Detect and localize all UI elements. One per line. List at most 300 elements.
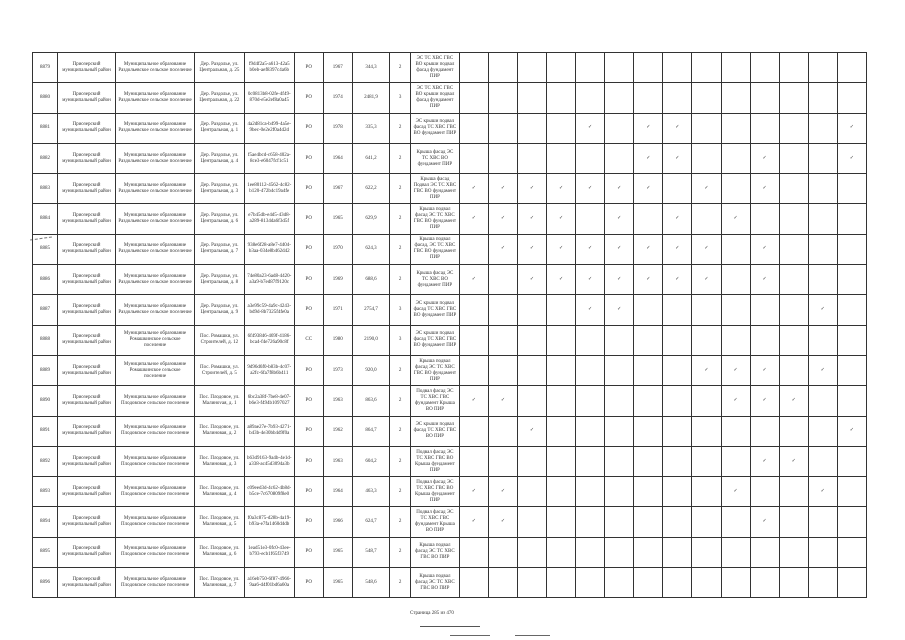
checkmark-icon: ✓ [459,174,488,204]
empty-cell [576,568,605,598]
floors-cell: 2 [390,477,411,507]
empty-cell [605,446,634,476]
empty-cell [750,537,779,567]
empty-cell [779,204,808,234]
empty-cell [459,295,488,325]
wall-type-cell: РО [294,507,323,537]
empty-cell [779,265,808,295]
checkmark-icon: ✓ [547,265,576,295]
empty-cell [459,446,488,476]
empty-cell [576,53,605,83]
year-cell: 1974 [323,83,352,113]
floors-cell: 2 [390,416,411,446]
empty-cell [808,446,837,476]
floors-cell: 2 [390,568,411,598]
empty-cell [663,53,692,83]
checkmark-icon: ✓ [634,174,663,204]
address-cell: Пос. Плодовое, ул. Малиновая, д. 5 [195,507,245,537]
empty-cell [837,477,866,507]
checkmark-icon: ✓ [750,143,779,173]
checkmark-icon: ✓ [663,143,692,173]
row-number: 8886 [33,265,58,295]
empty-cell [459,234,488,264]
address-cell: Дер. Раздолье, ул. Центральная, д. 6 [195,204,245,234]
checkmark-icon: ✓ [634,143,663,173]
checkmark-icon: ✓ [808,477,837,507]
checkmark-icon: ✓ [459,477,488,507]
district-cell: Приозерский муниципальный район [57,295,115,325]
works-cell: ЭС крыши подвал фасад ТС ХВС ГВС ВО фундамент ПИР [410,325,459,355]
empty-cell [750,295,779,325]
works-cell: ЭС крыши подвал фасад ТС ХВС ГВС ВО ПИР [410,416,459,446]
checkmark-icon: ✓ [692,234,721,264]
year-cell: 1963 [323,446,352,476]
address-cell: Пос. Плодовое, ул. Малиновая, д. 7 [195,568,245,598]
row-number: 8891 [33,416,58,446]
empty-cell [547,83,576,113]
address-cell: Дер. Раздолье, ул. Центральная, д. 25 [195,53,245,83]
empty-cell [576,143,605,173]
checkmark-icon: ✓ [459,204,488,234]
guid-cell: 1ead51e3-0fc0-43ee-b793-ecb1f65f3749 [244,537,294,567]
checkmark-icon: ✓ [808,295,837,325]
district-cell: Приозерский муниципальный район [57,537,115,567]
empty-cell [547,386,576,416]
empty-cell [837,325,866,355]
empty-cell [750,53,779,83]
empty-cell [692,53,721,83]
empty-cell [692,446,721,476]
address-cell: Пос. Плодовое, ул. Малинovaя, д. 1 [195,386,245,416]
checkmark-icon: ✓ [721,386,750,416]
address-cell: Дер. Раздолье, ул. Центральная, д. 8 [195,265,245,295]
empty-cell [488,446,517,476]
checkmark-icon: ✓ [517,204,546,234]
works-cell: ЭС ТС ХВС ГВС ВО крыши подвал фасад фундамент ПИР [410,83,459,113]
table-row [33,537,867,567]
checkmark-icon: ✓ [547,204,576,234]
table-row [33,113,867,143]
empty-cell [547,53,576,83]
works-cell: ЭС крыши подвал фасад ТС ХВС ГВС ВО фундамент ПИР [410,295,459,325]
settlement-cell: Муниципальное образование Плодовское сельское поселение [116,568,195,598]
year-cell: 1964 [323,477,352,507]
empty-cell [808,234,837,264]
empty-cell [605,53,634,83]
empty-cell [547,143,576,173]
year-cell: 1967 [323,174,352,204]
checkmark-icon: ✓ [576,295,605,325]
area-cell: 624,3 [352,234,389,264]
year-cell: 1978 [323,113,352,143]
district-cell: Приозерский муниципальный район [57,355,115,385]
checkmark-icon: ✓ [750,174,779,204]
empty-cell [808,265,837,295]
empty-cell [547,113,576,143]
empty-cell [576,416,605,446]
district-cell: Приозерский муниципальный район [57,174,115,204]
empty-cell [663,355,692,385]
address-cell: Дер. Раздолье, ул. Центральная, д. 9 [195,295,245,325]
empty-cell [517,568,546,598]
row-number: 8893 [33,477,58,507]
year-cell: 1962 [323,416,352,446]
works-cell: Подвал фасад ЭС ТС ХВС ГВС ВО Крыша фундамент ПИР [410,446,459,476]
empty-cell [634,568,663,598]
floors-cell: 2 [390,234,411,264]
district-cell: Приозерский муниципальный район [57,446,115,476]
checkmark-icon: ✓ [750,265,779,295]
checkmark-icon: ✓ [663,204,692,234]
address-cell: Пос. Плодовое, ул. Малиновая, д. 2 [195,416,245,446]
empty-cell [634,83,663,113]
empty-cell [605,416,634,446]
empty-cell [721,53,750,83]
address-cell: Дер. Раздолье, ул. Центральная, д. 7 [195,234,245,264]
empty-cell [779,325,808,355]
floors-cell: 3 [390,325,411,355]
table-row [33,53,867,83]
empty-cell [517,477,546,507]
works-cell: ЭС ТС ХВС ГВС ВО крыши подвал фасад фундамент ПИР [410,53,459,83]
works-cell: Подвал фасад ЭС ТС ХВС ГВС фундамент Крыша ВО ПИР [410,386,459,416]
works-cell: Крыша фасад ЭС ТС ХВС ВО фундамент ПИР [410,143,459,173]
checkmark-icon: ✓ [837,143,866,173]
checkmark-icon: ✓ [779,386,808,416]
empty-cell [837,568,866,598]
guid-cell: 6bc2a38f-7be8-4e07-b6e3-f494b1097027 [244,386,294,416]
district-cell: Приозерский муниципальный район [57,386,115,416]
checkmark-icon: ✓ [634,265,663,295]
settlement-cell: Муниципальное образование Раздольевское сельское поселение [116,113,195,143]
table-row [33,507,867,537]
empty-cell [488,416,517,446]
settlement-cell: Муниципальное образование Плодовское сельское поселение [116,386,195,416]
empty-cell [517,143,546,173]
empty-cell [779,234,808,264]
checkmark-icon: ✓ [692,265,721,295]
empty-cell [837,386,866,416]
guid-cell: b63d9163-9a4b-4e1d-a338-ac45d3094a3b [244,446,294,476]
guid-cell: a89ae27e-7b93-4271-b43b-4e30bb4d9f0a [244,416,294,446]
checkmark-icon: ✓ [605,174,634,204]
empty-cell [634,295,663,325]
floors-cell: 3 [390,295,411,325]
year-cell: 1965 [323,537,352,567]
empty-cell [721,416,750,446]
table-row [33,477,867,507]
area-cell: 920,0 [352,355,389,385]
empty-cell [692,295,721,325]
empty-cell [605,325,634,355]
table-row [33,295,867,325]
works-cell: ЭС крыши подвал фасад ТС ХВС ГВС ВО фундамент ПИР [410,113,459,143]
empty-cell [837,83,866,113]
empty-cell [459,537,488,567]
empty-cell [517,83,546,113]
checkmark-icon: ✓ [459,265,488,295]
district-cell: Приозерский муниципальный район [57,265,115,295]
guid-cell: f0a3c875-d28b-4a19-b93a-e7fa1460d4db [244,507,294,537]
checkmark-icon: ✓ [808,355,837,385]
empty-cell [517,507,546,537]
settlement-cell: Муниципальное образование Раздольевское сельское поселение [116,265,195,295]
area-cell: 463,3 [352,477,389,507]
empty-cell [663,174,692,204]
empty-cell [488,143,517,173]
empty-cell [517,325,546,355]
empty-cell [663,568,692,598]
district-cell: Приозерский муниципальный район [57,143,115,173]
empty-cell [808,113,837,143]
empty-cell [721,507,750,537]
year-cell: 1966 [323,507,352,537]
area-cell: 629,9 [352,204,389,234]
empty-cell [808,537,837,567]
empty-cell [576,83,605,113]
floors-cell: 2 [390,113,411,143]
checkmark-icon: ✓ [459,507,488,537]
floors-cell: 2 [390,265,411,295]
area-cell: 2481,9 [352,83,389,113]
empty-cell [634,477,663,507]
empty-cell [634,53,663,83]
empty-cell [837,265,866,295]
wall-type-cell: РО [294,83,323,113]
address-cell: Пос. Ромашки, ул. Строителей, д. 5 [195,355,245,385]
empty-cell [459,416,488,446]
empty-cell [634,386,663,416]
empty-cell [605,537,634,567]
works-cell: Крыша подвал фасад ЭС ТС ХВС ГВС ВО фундамент ПИР [410,355,459,385]
checkmark-icon: ✓ [605,204,634,234]
empty-cell [517,446,546,476]
wall-type-cell: РО [294,416,323,446]
empty-cell [459,53,488,83]
area-cell: 344,3 [352,53,389,83]
table-row [33,265,867,295]
row-number: 8892 [33,446,58,476]
empty-cell [692,477,721,507]
empty-cell [517,355,546,385]
empty-cell [663,477,692,507]
empty-cell [547,295,576,325]
area-cell: 2754,7 [352,295,389,325]
guid-cell: 9d96d6f0-b83b-4c07-a2fc-6fa7f8b6b411 [244,355,294,385]
table-row [33,568,867,598]
empty-cell [750,204,779,234]
checkmark-icon: ✓ [837,416,866,446]
empty-cell [663,295,692,325]
settlement-cell: Муниципальное образование Раздольевское сельское поселение [116,53,195,83]
year-cell: 1969 [323,265,352,295]
empty-cell [837,355,866,385]
year-cell: 1967 [323,53,352,83]
address-cell: Дер. Раздолье, ул. Центральная, д. 4 [195,143,245,173]
wall-type-cell: РО [294,53,323,83]
district-cell: Приозерский муниципальный район [57,477,115,507]
empty-cell [634,537,663,567]
empty-cell [779,83,808,113]
floors-cell: 2 [390,507,411,537]
empty-cell [779,537,808,567]
guid-cell: c09eed3d-4c62-4b8d-b5ce-7c670809f8e0 [244,477,294,507]
year-cell: 1963 [323,386,352,416]
empty-cell [808,386,837,416]
empty-cell [605,568,634,598]
empty-cell [576,507,605,537]
empty-cell [779,355,808,385]
wall-type-cell: РО [294,355,323,385]
wall-type-cell: РО [294,446,323,476]
empty-cell [605,143,634,173]
area-cell: 548,6 [352,568,389,598]
floors-cell: 2 [390,355,411,385]
checkmark-icon: ✓ [517,416,546,446]
empty-cell [721,174,750,204]
table-row [33,83,867,113]
row-number: 8884 [33,204,58,234]
district-cell: Приозерский муниципальный район [57,507,115,537]
empty-cell [808,143,837,173]
table-row [33,386,867,416]
wall-type-cell: РО [294,386,323,416]
checkmark-icon: ✓ [488,234,517,264]
empty-cell [808,204,837,234]
row-number: 8890 [33,386,58,416]
guid-cell: f9d4f2a5-a613-42a5 b0eb-aef8397c4a6b [244,53,294,83]
row-number: 8895 [33,537,58,567]
row-number: 8882 [33,143,58,173]
wall-type-cell: РО [294,477,323,507]
settlement-cell: Муниципальное образование Плодовское сельское поселение [116,446,195,476]
guid-cell: 6f493846-469f-4186-bca4-f4e726a90c8f [244,325,294,355]
wall-type-cell: РО [294,204,323,234]
checkmark-icon: ✓ [459,386,488,416]
empty-cell [692,416,721,446]
checkmark-icon: ✓ [576,265,605,295]
wall-type-cell: РО [294,295,323,325]
empty-cell [517,386,546,416]
empty-cell [634,204,663,234]
wall-type-cell: СС [294,325,323,355]
empty-cell [663,537,692,567]
empty-cell [576,446,605,476]
floors-cell: 2 [390,143,411,173]
empty-cell [663,507,692,537]
address-cell: Пос. Плодовое, ул. Малиновая, д. 4 [195,477,245,507]
checkmark-icon: ✓ [750,386,779,416]
year-cell: 1980 [323,325,352,355]
settlement-cell: Муниципальное образование Плодовское сельское поселение [116,477,195,507]
address-cell: Дер. Раздолье, ул. Центральная, д. 1 [195,113,245,143]
checkmark-icon: ✓ [750,507,779,537]
checkmark-icon: ✓ [692,174,721,204]
wall-type-cell: РО [294,265,323,295]
table-row [33,355,867,385]
empty-cell [605,507,634,537]
checkmark-icon: ✓ [576,174,605,204]
works-cell: Крыша подвал фасад ЭС ТС ХВС ГВС ВО ПИР [410,537,459,567]
row-number: 8883 [33,174,58,204]
area-cell: 2190,0 [352,325,389,355]
empty-cell [459,143,488,173]
empty-cell [605,477,634,507]
settlement-cell: Муниципальное образование Раздольевское сельское поселение [116,143,195,173]
empty-cell [663,386,692,416]
checkmark-icon: ✓ [663,265,692,295]
empty-cell [808,83,837,113]
address-cell: Пос. Плодовое, ул. Малиновая, д. 6 [195,537,245,567]
row-number: 8881 [33,113,58,143]
empty-cell [779,507,808,537]
empty-cell [721,295,750,325]
guid-cell: 0c0813b8-02fe-4f49-870d-e5e2ef8a0a45 [244,83,294,113]
empty-cell [663,325,692,355]
works-cell: Крыша подвал фасад ЭС ТС ХВС ГВС ВО фундамент ПИР [410,204,459,234]
empty-cell [547,325,576,355]
row-number: 8888 [33,325,58,355]
year-cell: 1965 [323,204,352,234]
wall-type-cell: РО [294,537,323,567]
row-number: 8894 [33,507,58,537]
checkmark-icon: ✓ [488,204,517,234]
empty-cell [459,325,488,355]
checkmark-icon: ✓ [517,265,546,295]
year-cell: 1970 [323,234,352,264]
empty-cell [692,537,721,567]
empty-cell [488,537,517,567]
settlement-cell: Муниципальное образование Раздольевское сельское поселение [116,234,195,264]
year-cell: 1971 [323,295,352,325]
empty-cell [488,53,517,83]
table-row [33,234,867,264]
checkmark-icon: ✓ [634,113,663,143]
settlement-cell: Муниципальное образование Раздольевское сельское поселение [116,174,195,204]
settlement-cell: Муниципальное образование Плодовское сельское поселение [116,507,195,537]
checkmark-icon: ✓ [488,507,517,537]
empty-cell [779,295,808,325]
year-cell: 1964 [323,143,352,173]
floors-cell: 2 [390,446,411,476]
housing-registry-table [32,52,867,598]
empty-cell [779,143,808,173]
works-cell: Подвал фасад ЭС ТС ХВС ГВС фундамент Крыша ВО ПИР [410,507,459,537]
empty-cell [459,83,488,113]
empty-cell [605,355,634,385]
district-cell: Приозерский муниципальный район [57,568,115,598]
empty-cell [663,446,692,476]
empty-cell [663,416,692,446]
area-cell: 622,2 [352,174,389,204]
empty-cell [634,355,663,385]
checkmark-icon: ✓ [488,386,517,416]
checkmark-icon: ✓ [837,113,866,143]
floors-cell: 2 [390,204,411,234]
empty-cell [488,325,517,355]
area-cell: 863,6 [352,386,389,416]
empty-cell [837,446,866,476]
row-number: 8879 [33,53,58,83]
table-row [33,204,867,234]
district-cell: Приозерский муниципальный район [57,83,115,113]
empty-cell [547,568,576,598]
empty-cell [517,53,546,83]
table-row [33,143,867,173]
empty-cell [459,355,488,385]
empty-cell [547,446,576,476]
row-number: 8887 [33,295,58,325]
